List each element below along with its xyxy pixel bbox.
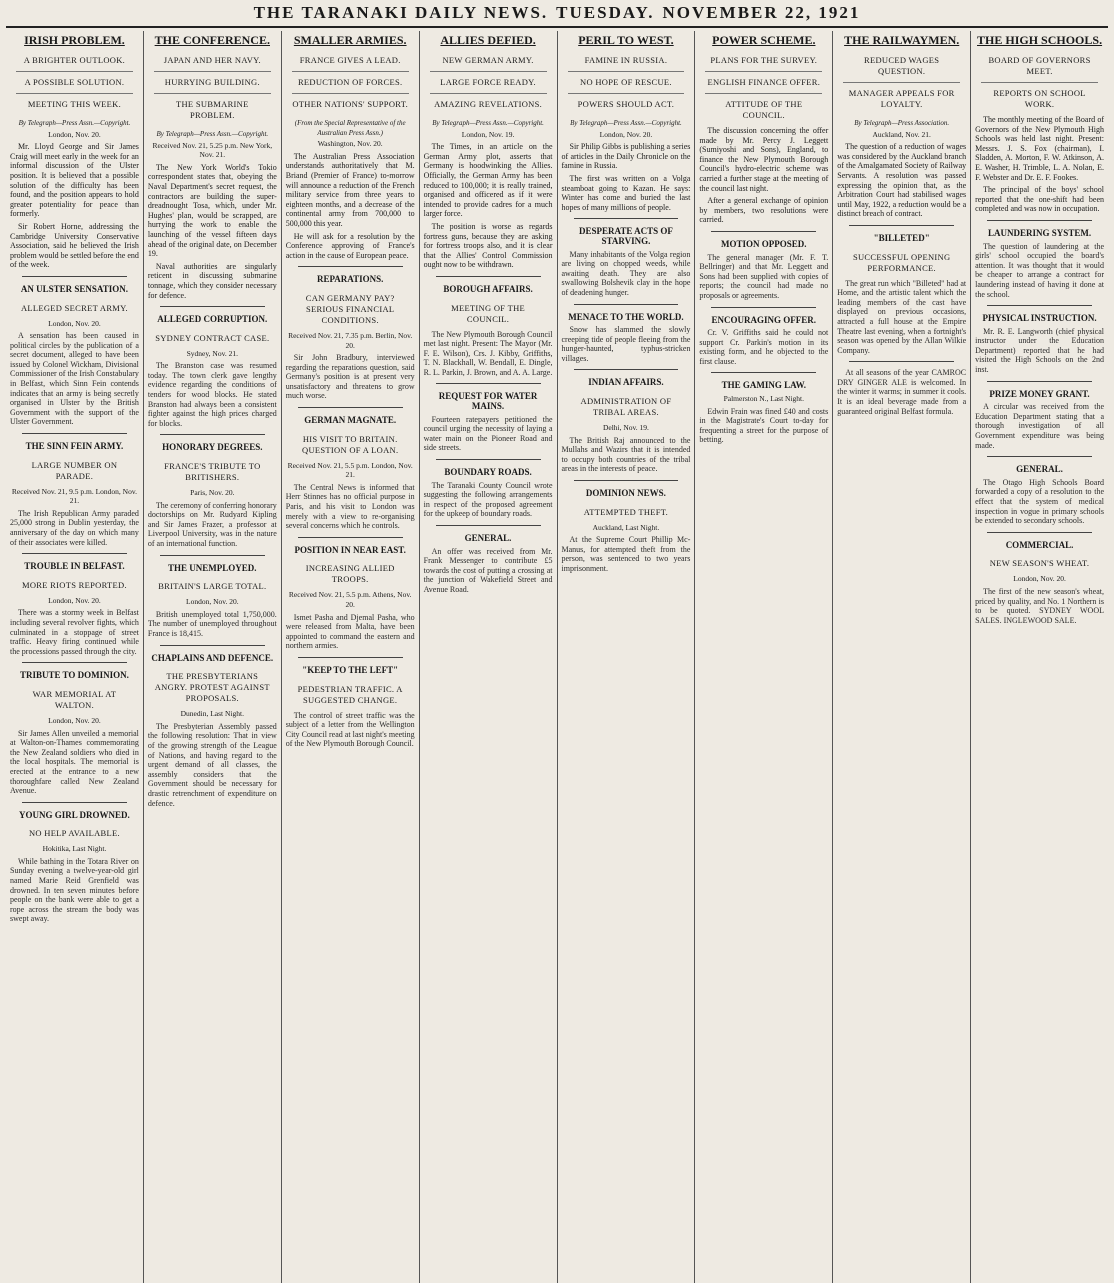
article-column <box>833 31 971 1283</box>
section-divider <box>160 645 265 646</box>
article-paragraph: An offer was received from Mr. Frank Messenger to contribute £5 towards the cost of putting a crossing at the junction of Wakefield Street and Avenue Road. <box>423 546 553 594</box>
section-divider <box>436 525 541 526</box>
dateline: Received Nov. 21, 7.35 p.m. Berlin, Nov. 20. <box>288 330 413 350</box>
article-paragraph: The Otago High Schools Board forwarded a copy of a resolution to the effect that the system of medical inspection in vogue in primary schools be extended to secondary schools. <box>975 477 1104 526</box>
article-paragraph: The question of a reduction of wages was considered by the Auckland branch of the Amalgamated Society of Railway Servants. A resolution was passed expressing the opinion that, as the Arbitration Court had stabilised wages until May, 1922, a reduction would be a distinct breach of contract. <box>837 142 967 219</box>
article-subheading: NO HOPE OF RESCUE. <box>568 72 685 94</box>
article-paragraph: Mr. Lloyd George and Sir James Craig will meet early in the week for an informal discussion of the Ulster position. It is believed that a possible solution of the difficulty has been found, and the position appears to hold greater potentiality for peace than formerly. <box>10 142 139 219</box>
article-paragraph: The British Raj announced to the Mullahs and Wazirs that it is intended to occupy both countries of the tribal areas in the interests of peace. <box>561 435 691 474</box>
section-heading: PHYSICAL INSTRUCTION. <box>982 313 1097 324</box>
article-column <box>282 31 420 1283</box>
byline: By Telegraph—Press Assn.—Copyright. <box>570 119 682 127</box>
section-subheading: CAN GERMANY PAY? SERIOUS FINANCIAL CONDITIONS. <box>305 292 395 325</box>
article-paragraph: Mr. R. E. Langworth (chief physical instructor under the Education Department) reported that he had visited the High Schools on the 2nd inst. <box>975 326 1104 375</box>
article-subheading: A POSSIBLE SOLUTION. <box>16 72 133 94</box>
section-divider <box>22 802 127 803</box>
article-paragraph: The monthly meeting of the Board of Governors of the New Plymouth High Schools was held last night. Present: Messrs. J. S. Fox (chairman), I. Sladden, A. Morton, F. W. Atkinson, A. E. Washer, H. Trimble, L. A. Nolan, E. F. Webster and Dr. E. F. Fookes. <box>975 115 1104 182</box>
section-heading: GERMAN MAGNATE. <box>304 415 397 426</box>
section-divider <box>711 372 816 373</box>
byline: (From the Special Representative of the Australian Press Assn.) <box>294 119 406 137</box>
article-paragraph: A circular was received from the Education Department stating that a thorough investigation of all Government expenditure was being made. <box>975 402 1104 450</box>
dateline: Sydney, Nov. 21. <box>186 348 238 358</box>
article-paragraph: The Irish Republican Army paraded 25,000 strong in Dublin yesterday, the anniversary of the day on which many of their associates were killed. <box>10 508 139 547</box>
section-subheading: HIS VISIT TO BRITAIN. QUESTION OF A LOAN. <box>302 433 399 455</box>
section-subheading: LARGE NUMBER ON PARADE. <box>31 459 118 481</box>
dateline: Palmerston N., Last Night. <box>723 394 805 404</box>
section-heading: DESPERATE ACTS OF STARVING. <box>579 226 673 246</box>
masthead-title: THE TARANAKI DAILY NEWS. <box>253 3 549 22</box>
article-column <box>144 31 282 1283</box>
article-paragraph: The ceremony of conferring honorary doctorships on Mr. Rudyard Kipling and Sir James Frazer, a professor at Liverpool University, was in the nature of an international function. <box>147 500 277 548</box>
dateline: London, Nov. 20. <box>48 595 101 605</box>
section-divider <box>436 383 541 384</box>
article-column <box>6 31 144 1283</box>
article-headline: THE RAILWAYMEN. <box>844 33 960 47</box>
byline: By Telegraph—Press Association. <box>854 119 950 127</box>
section-subheading: NEW SEASON'S WHEAT. <box>989 558 1090 569</box>
article-subheading: OTHER NATIONS' SUPPORT. <box>292 99 409 109</box>
section-heading: LAUNDERING SYSTEM. <box>988 227 1092 238</box>
section-divider <box>574 218 679 219</box>
section-subheading: ADMINISTRATION OF TRIBAL AREAS. <box>580 396 672 418</box>
article-paragraph: He will ask for a resolution by the Conference approving of France's action in the cause of European peace. <box>285 231 415 260</box>
dateline: London, Nov. 20. <box>1013 574 1066 584</box>
article-paragraph: The great run which "Billeted" had at Home, and the artistic talent which the leading members of the cast have displayed on previous occasions, attracted a full house at the Empire Theatre last evening, when a fortnight's season was opened by the Allan Wilkie Company. <box>837 278 967 355</box>
article-headline: ALLIES DEFIED. <box>440 33 536 47</box>
article-paragraph: The question of laundering at the girls' school occupied the board's attention. It was thought that it would be cheaper to arrange a contract for laundering instead of having it done at the school. <box>975 241 1104 299</box>
article-headline: PERIL TO WEST. <box>578 33 674 47</box>
article-subheading: MANAGER APPEALS FOR LOYALTY. <box>848 88 955 109</box>
article-paragraph: The control of street traffic was the subject of a letter from the Wellington City Council read at last night's meeting of the New Plymouth Borough Council. <box>285 710 415 749</box>
dateline: Hokitika, Last Night. <box>42 844 107 854</box>
section-heading: ENCOURAGING OFFER. <box>711 314 817 325</box>
section-heading: TROUBLE IN BELFAST. <box>24 561 125 572</box>
article-subheading: MEETING THIS WEEK. <box>27 99 122 109</box>
section-divider <box>849 225 954 226</box>
section-divider <box>711 307 816 308</box>
article-paragraph: At the Supreme Court Phillip Mc-Manus, for attempted theft from the person, was sentenced to two years imprisonment. <box>561 535 691 573</box>
article-headline: THE CONFERENCE. <box>154 33 270 47</box>
article-paragraph: The Times, in an article on the German Army plot, asserts that Germany is hoodwinking the Allies. Officially, the German Army has been reduced to 100,000; it is really trained, organised and officered as if it were intended to provide cadres for a much larger force. <box>423 142 553 219</box>
article-subheading: LARGE FORCE READY. <box>430 72 547 94</box>
dateline: London, Nov. 20. <box>48 715 101 725</box>
section-divider <box>849 361 954 362</box>
section-heading: "BILLETED" <box>873 232 930 243</box>
article-paragraph: While bathing in the Totara River on Sunday evening a twelve-year-old girl named Marie Reid Grenfield was drowned. In ten seven minutes before people on the bank were able to get a rope across the stream the body was swept away. <box>10 856 139 924</box>
article-paragraph: The New York World's Tokio correspondent states that, obeying the Naval Department's secret request, the contractors are building the super-dreadnought Tosa, which, under Mr. Hughes' plan, would be scrapped, are hurrying the work to enable the launching of the vessel fifteen days ahead of the original date, on December 19. <box>147 162 277 259</box>
section-divider <box>987 220 1092 221</box>
article-paragraph: Snow has slammed the slowly creeping tide of people fleeing from the hunger-haunted, typhus-stricken villages. <box>561 325 691 363</box>
article-column <box>420 31 558 1283</box>
section-heading: YOUNG GIRL DROWNED. <box>19 809 130 820</box>
article-subheading: HURRYING BUILDING. <box>154 72 271 94</box>
section-divider <box>22 662 127 663</box>
section-subheading: BRITAIN'S LARGE TOTAL. <box>158 581 267 592</box>
section-heading: "KEEP TO THE LEFT" <box>302 664 399 675</box>
section-divider <box>574 369 679 370</box>
section-divider <box>987 456 1092 457</box>
article-paragraph: Ismet Pasha and Djemal Pasha, who were released from Malta, have been appointed to command the eastern and northern armies. <box>285 612 415 651</box>
section-subheading: FRANCE'S TRIBUTE TO BRITISHERS. <box>164 461 261 483</box>
dateline: London, Nov. 20. <box>48 129 101 139</box>
section-divider <box>987 381 1092 382</box>
article-paragraph: Sir Philip Gibbs is publishing a series of articles in the Daily Chronicle on the famine in Russia. <box>561 142 691 171</box>
section-subheading: THE PRESBYTERIANS ANGRY. PROTEST AGAINST PROPOSALS. <box>154 671 270 704</box>
masthead <box>6 0 1108 28</box>
section-divider <box>298 657 403 658</box>
dateline: Auckland, Last Night. <box>592 522 660 532</box>
section-divider <box>160 434 265 435</box>
dateline: Received Nov. 21, 5.25 p.m. New York, Nov. 21. <box>152 140 273 160</box>
dateline: Received Nov. 21, 5.5 p.m. Athens, Nov. 20. <box>288 590 412 609</box>
article-paragraph: The Central News is informed that Herr Stinnes has no official purpose in Paris, and his visit to London was merely with a view to re-organising several concerns which he controls. <box>285 482 415 531</box>
section-heading: PRIZE MONEY GRANT. <box>989 388 1090 399</box>
article-paragraph: Many inhabitants of the Volga region are living on chopped weeds, while awaiting death. They are also swallowing Bolshevik clay in the hope of deadening hunger. <box>561 249 691 297</box>
article-subheading: REPORTS ON SCHOOL WORK. <box>993 88 1086 109</box>
section-subheading: ALLEGED SECRET ARMY. <box>20 302 128 313</box>
article-paragraph: The first of the new season's wheat, priced by quality, and No. 1 Northern is to be quoted. SYDNEY WOOL SALES. INGLEWOOD SALE. <box>975 586 1104 625</box>
article-column <box>971 31 1108 1283</box>
dateline: Paris, Nov. 20. <box>190 488 235 498</box>
section-subheading: MORE RIOTS REPORTED. <box>21 579 127 590</box>
article-column <box>695 31 833 1283</box>
section-heading: GENERAL. <box>1016 464 1063 475</box>
section-heading: REQUEST FOR WATER MAINS. <box>438 391 538 412</box>
article-subheading: BOARD OF GOVERNORS MEET. <box>981 50 1098 83</box>
section-heading: THE UNEMPLOYED. <box>168 562 257 573</box>
article-subheading: POWERS SHOULD ACT. <box>577 99 675 109</box>
article-paragraph: Naval authorities are singularly reticent in discussing submarine tonnage, which they consider necessary for defence. <box>147 261 277 300</box>
section-divider <box>987 532 1092 533</box>
dateline: Dunedin, Last Night. <box>180 709 244 719</box>
article-paragraph: The first was written on a Volga steamboat going to Kazan. He says: Winter has come and buried the last hopes of many millions of people. <box>561 173 691 212</box>
article-paragraph: A sensation has been caused in political circles by the publication of a secret document, alleged to have been issued by Colonel Wickham, Divisional Commissioner of the Irish Constabulary in Belfast, which Sinn Fein contends indicates that an army is being secretly organised in Ulster by the British Government with the support of the Ulster Government. <box>10 331 139 427</box>
article-subheading: ENGLISH FINANCE OFFER. <box>705 72 822 94</box>
section-divider <box>574 480 679 481</box>
section-subheading: NO HELP AVAILABLE. <box>28 828 120 839</box>
article-subheading: JAPAN AND HER NAVY. <box>154 50 271 72</box>
dateline: London, Nov. 19. <box>461 129 515 139</box>
section-divider <box>298 266 403 267</box>
masthead-date: NOVEMBER 22, 1921 <box>662 3 861 22</box>
section-heading: DOMINION NEWS. <box>585 488 666 499</box>
article-columns <box>6 31 1108 1283</box>
section-heading: MENACE TO THE WORLD. <box>568 311 684 322</box>
section-subheading: INCREASING ALLIED TROOPS. <box>305 563 395 585</box>
section-heading: GENERAL. <box>464 533 512 543</box>
article-paragraph: Fourteen ratepayers petitioned the council urging the necessity of laying a water main on the Pioneer Road and side streets. <box>423 414 553 453</box>
section-heading: TRIBUTE TO DOMINION. <box>19 670 129 681</box>
section-heading: MOTION OPPOSED. <box>721 238 807 249</box>
article-subheading: REDUCED WAGES QUESTION. <box>843 50 960 83</box>
article-paragraph: The Taranaki County Council wrote suggesting the following arrangements in respect of the proposed agreement for the upkeep of boundary roads. <box>423 480 553 519</box>
section-subheading: SUCCESSFUL OPENING PERFORMANCE. <box>852 251 951 273</box>
section-heading: INDIAN AFFAIRS. <box>588 377 664 388</box>
section-subheading: WAR MEMORIAL AT WALTON. <box>32 688 117 710</box>
section-subheading: SYDNEY CONTRACT CASE. <box>155 332 270 343</box>
section-heading: REPARATIONS. <box>316 274 384 285</box>
article-paragraph: Edwin Frain was fined £40 and costs in the Magistrate's Court to-day for frequenting a street for the purpose of betting. <box>699 406 829 445</box>
article-paragraph: Cr. V. Griffiths said he could not support Cr. Parkin's motion in its existing form, and he objected to the first clause. <box>699 328 829 366</box>
article-headline: THE HIGH SCHOOLS. <box>977 33 1103 47</box>
article-paragraph: There was a stormy week in Belfast including several revolver fights, which culminated in a stoppage of street traffic. Heavy firing continued while the processions passed through the city. <box>10 608 139 656</box>
section-divider <box>22 276 127 277</box>
section-heading: COMMERCIAL. <box>1005 539 1074 550</box>
byline: By Telegraph—Press Assn.—Copyright. <box>18 119 131 127</box>
dateline: Washington, Nov. 20. <box>317 139 383 149</box>
article-column <box>558 31 696 1283</box>
article-subheading: AMAZING REVELATIONS. <box>434 99 543 109</box>
article-subheading: REDUCTION OF FORCES. <box>292 72 409 94</box>
byline: By Telegraph—Press Assn.—Copyright. <box>156 130 269 138</box>
section-heading: HONORARY DEGREES. <box>162 442 263 453</box>
article-paragraph: The position is worse as regards fortress guns, because they are asking for fortress troops also, and it is clear that the Allies' Control Commission ought now to be withdrawn. <box>423 221 553 270</box>
article-paragraph: Sir Robert Horne, addressing the Cambridge University Conservative Association, said he believed the Irish problem would be settled before the end of the week. <box>10 221 139 270</box>
article-paragraph: The Presbyterian Assembly passed the following resolution: That in view of the growing strength of the League of Nations, and having regard to the urgent demand of all classes, the assembly considers that the Government should be necessary for drastic retrenchment of expenditure on defence. <box>147 721 277 808</box>
section-heading: THE SINN FEIN ARMY. <box>25 441 124 452</box>
article-paragraph: The principal of the boys' school reported that the one-shift had been completed and was now in occupation. <box>975 185 1104 214</box>
article-headline: IRISH PROBLEM. <box>24 33 125 47</box>
article-paragraph: After a general exchange of opinion by members, two resolutions were carried. <box>699 196 829 225</box>
article-subheading: PLANS FOR THE SURVEY. <box>705 50 822 72</box>
section-subheading: PEDESTRIAN TRAFFIC. A SUGGESTED CHANGE. <box>297 683 403 705</box>
section-divider <box>436 276 541 277</box>
section-heading: POSITION IN NEAR EAST. <box>294 544 406 555</box>
section-divider <box>987 305 1092 306</box>
article-paragraph: Sir John Bradbury, interviewed regarding the reparations question, said Germany's position is at present very unsatisfactory and threatens to grow much worse. <box>285 353 415 401</box>
section-subheading: ATTEMPTED THEFT. <box>583 506 669 517</box>
dateline: London, Nov. 20. <box>48 318 101 328</box>
section-heading: THE GAMING LAW. <box>721 380 807 391</box>
article-paragraph: The general manager (Mr. F. T. Bellringer) and that Mr. Leggett and Sons had been supplied with copies of reports; the council had made no proposals or agreements. <box>699 252 829 300</box>
dateline: Received Nov. 21, 9.5 p.m. London, Nov. 21. <box>11 486 137 506</box>
article-headline: SMALLER ARMIES. <box>293 33 407 47</box>
article-subheading: ATTITUDE OF THE COUNCIL. <box>725 99 803 120</box>
section-subheading: MEETING OF THE COUNCIL. <box>451 302 526 324</box>
section-divider <box>711 231 816 232</box>
article-subheading: A BRIGHTER OUTLOOK. <box>16 50 133 72</box>
article-subheading: FAMINE IN RUSSIA. <box>568 50 685 72</box>
section-divider <box>160 555 265 556</box>
section-divider <box>22 553 127 554</box>
article-subheading: THE SUBMARINE PROBLEM. <box>176 99 249 120</box>
article-paragraph: The New Plymouth Borough Council met last night. Present: The Mayor (Mr. F. E. Wilson), Crs. J. Kibby, Griffiths, T. N. Blackhall, W. Bendall, E. Dingle, R. L. Parkin, J. Brown, and A. A. Large. <box>423 329 553 377</box>
article-paragraph: The Branston case was resumed today. The town clerk gave lengthy evidence regarding the conditions of tenders for wood blocks. He stated Branston had always been a consistent fighter against the high prices charged for blocks. <box>147 361 277 428</box>
byline: By Telegraph—Press Assn.—Copyright. <box>432 119 544 127</box>
section-divider <box>574 304 679 305</box>
section-heading: BOROUGH AFFAIRS. <box>443 283 533 294</box>
article-headline: POWER SCHEME. <box>712 33 816 47</box>
section-divider <box>298 537 403 538</box>
section-heading: ALLEGED CORRUPTION. <box>157 314 268 325</box>
section-divider <box>22 433 127 434</box>
section-divider <box>160 306 265 307</box>
section-heading: BOUNDARY ROADS. <box>444 467 532 478</box>
dateline: London, Nov. 20. <box>599 129 653 139</box>
masthead-day: TUESDAY. <box>556 3 655 22</box>
article-paragraph: Sir James Allen unveiled a memorial at Walton-on-Thames commemorating the New Zealand soldiers who died in the local hospitals. The memorial is erected at the entrance to a new thoroughfare called New Zealand Avenue. <box>10 728 139 796</box>
section-divider <box>436 459 541 460</box>
section-heading: CHAPLAINS AND DEFENCE. <box>151 652 274 663</box>
dateline: Received Nov. 21, 5.5 p.m. London, Nov. 21. <box>287 460 413 480</box>
article-paragraph: At all seasons of the year CAMROC DRY GINGER ALE is welcomed. In the winter it warms; in summer it cools. It is an ideal beverage made from a guaranteed original Belfast formula. <box>837 368 967 416</box>
article-subheading: FRANCE GIVES A LEAD. <box>292 50 409 72</box>
article-paragraph: The Australian Press Association understands authoritatively that M. Briand (Premier of France) to-morrow will announce a reduction of the French military service from three years to eighteen months, and a decrease of the continental army from 700,000 to 500,000 this year. <box>285 151 415 228</box>
article-paragraph: The discussion concerning the offer made by Mr. Percy J. Leggett (Sumiyoshi and Sons), England, to finance the New Plymouth Borough Council's hydro-electric scheme was carried a further stage at the meeting of the council last night. <box>699 126 829 193</box>
dateline: Delhi, Nov. 19. <box>602 423 649 433</box>
article-subheading: NEW GERMAN ARMY. <box>430 50 547 72</box>
article-paragraph: British unemployed total 1,750,000. The number of unemployed throughout France is 18,415. <box>147 609 277 638</box>
section-divider <box>298 407 403 408</box>
section-heading: AN ULSTER SENSATION. <box>20 283 128 294</box>
dateline: London, Nov. 20. <box>185 597 239 607</box>
dateline: Auckland, Nov. 21. <box>872 129 931 139</box>
